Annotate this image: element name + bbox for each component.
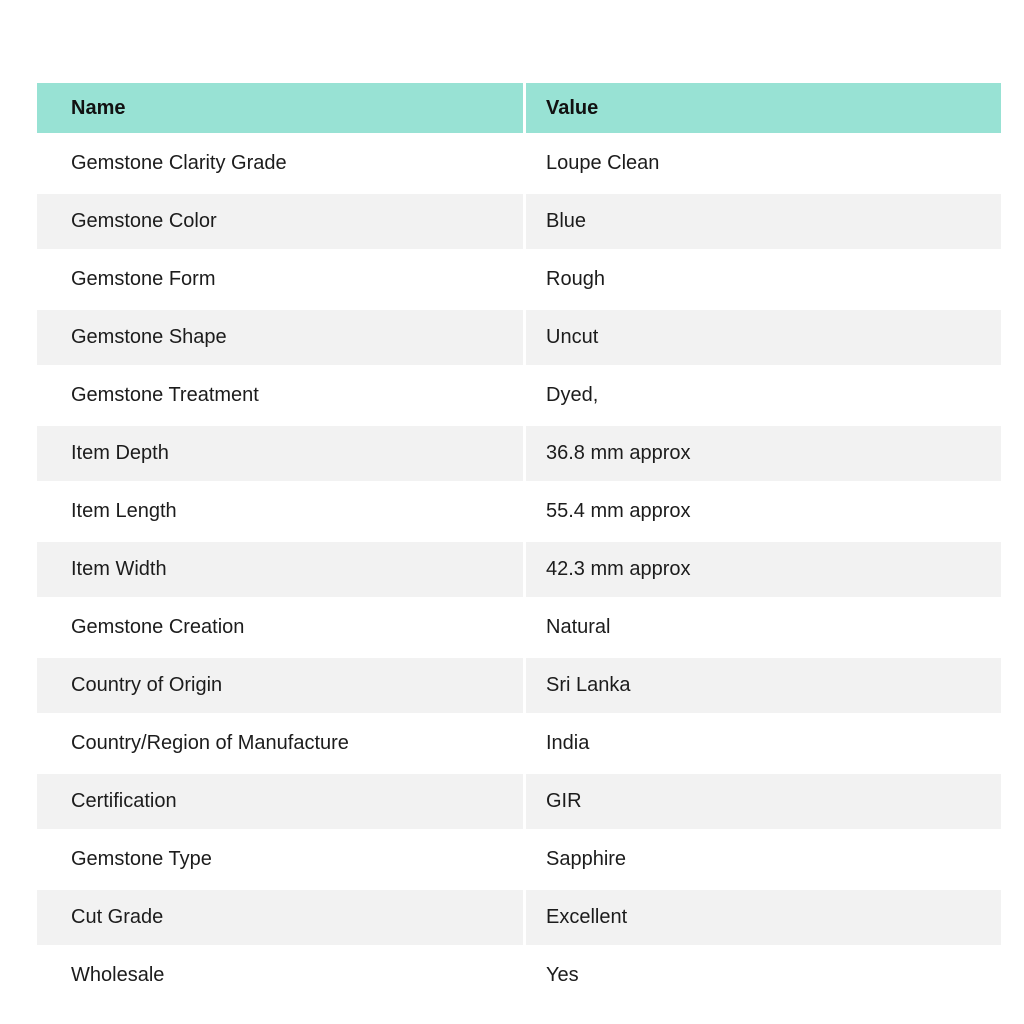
table-row xyxy=(37,658,1001,713)
table-row xyxy=(37,774,1001,829)
column-header-name: Name xyxy=(37,83,523,133)
spec-value-label: India xyxy=(526,716,1001,771)
spec-name-label: Country/Region of Manufacture xyxy=(37,716,523,771)
spec-value-label: Sri Lanka xyxy=(526,658,1001,713)
spec-value-label: Rough xyxy=(526,252,1001,307)
spec-name-label: Item Depth xyxy=(37,426,523,481)
table-row xyxy=(37,716,1001,771)
spec-value-label: Excellent xyxy=(526,890,1001,945)
table-row xyxy=(37,542,1001,597)
table-row xyxy=(37,426,1001,481)
table-row xyxy=(37,194,1001,249)
spec-value-label: Yes xyxy=(526,948,1001,1003)
table-row xyxy=(37,832,1001,887)
spec-value-label: Blue xyxy=(526,194,1001,249)
spec-name-label: Gemstone Creation xyxy=(37,600,523,655)
spec-name-label: Gemstone Form xyxy=(37,252,523,307)
spec-value-label: Sapphire xyxy=(526,832,1001,887)
spec-value-label: Loupe Clean xyxy=(526,136,1001,191)
spec-value-label: Uncut xyxy=(526,310,1001,365)
spec-value-label: 55.4 mm approx xyxy=(526,484,1001,539)
spec-name-label: Gemstone Clarity Grade xyxy=(37,136,523,191)
item-specifics-table xyxy=(34,80,1004,1006)
table-row xyxy=(37,484,1001,539)
table-row xyxy=(37,600,1001,655)
spec-name-label: Gemstone Treatment xyxy=(37,368,523,423)
spec-name-label: Cut Grade xyxy=(37,890,523,945)
spec-value-label: Dyed, xyxy=(526,368,1001,423)
table-row xyxy=(37,948,1001,1003)
column-header-value: Value xyxy=(526,83,1001,133)
spec-name-label: Country of Origin xyxy=(37,658,523,713)
table-row xyxy=(37,368,1001,423)
spec-value-label: 36.8 mm approx xyxy=(526,426,1001,481)
table-header-row xyxy=(37,83,1001,133)
spec-name-label: Item Width xyxy=(37,542,523,597)
table-row xyxy=(37,890,1001,945)
spec-value-label: Natural xyxy=(526,600,1001,655)
spec-name-label: Gemstone Color xyxy=(37,194,523,249)
spec-name-label: Gemstone Type xyxy=(37,832,523,887)
spec-name-label: Wholesale xyxy=(37,948,523,1003)
table-row xyxy=(37,136,1001,191)
table-row xyxy=(37,310,1001,365)
spec-name-label: Gemstone Shape xyxy=(37,310,523,365)
spec-value-label: 42.3 mm approx xyxy=(526,542,1001,597)
table-body xyxy=(37,136,1001,1003)
spec-name-label: Item Length xyxy=(37,484,523,539)
spec-name-label: Certification xyxy=(37,774,523,829)
table-row xyxy=(37,252,1001,307)
spec-value-label: GIR xyxy=(526,774,1001,829)
